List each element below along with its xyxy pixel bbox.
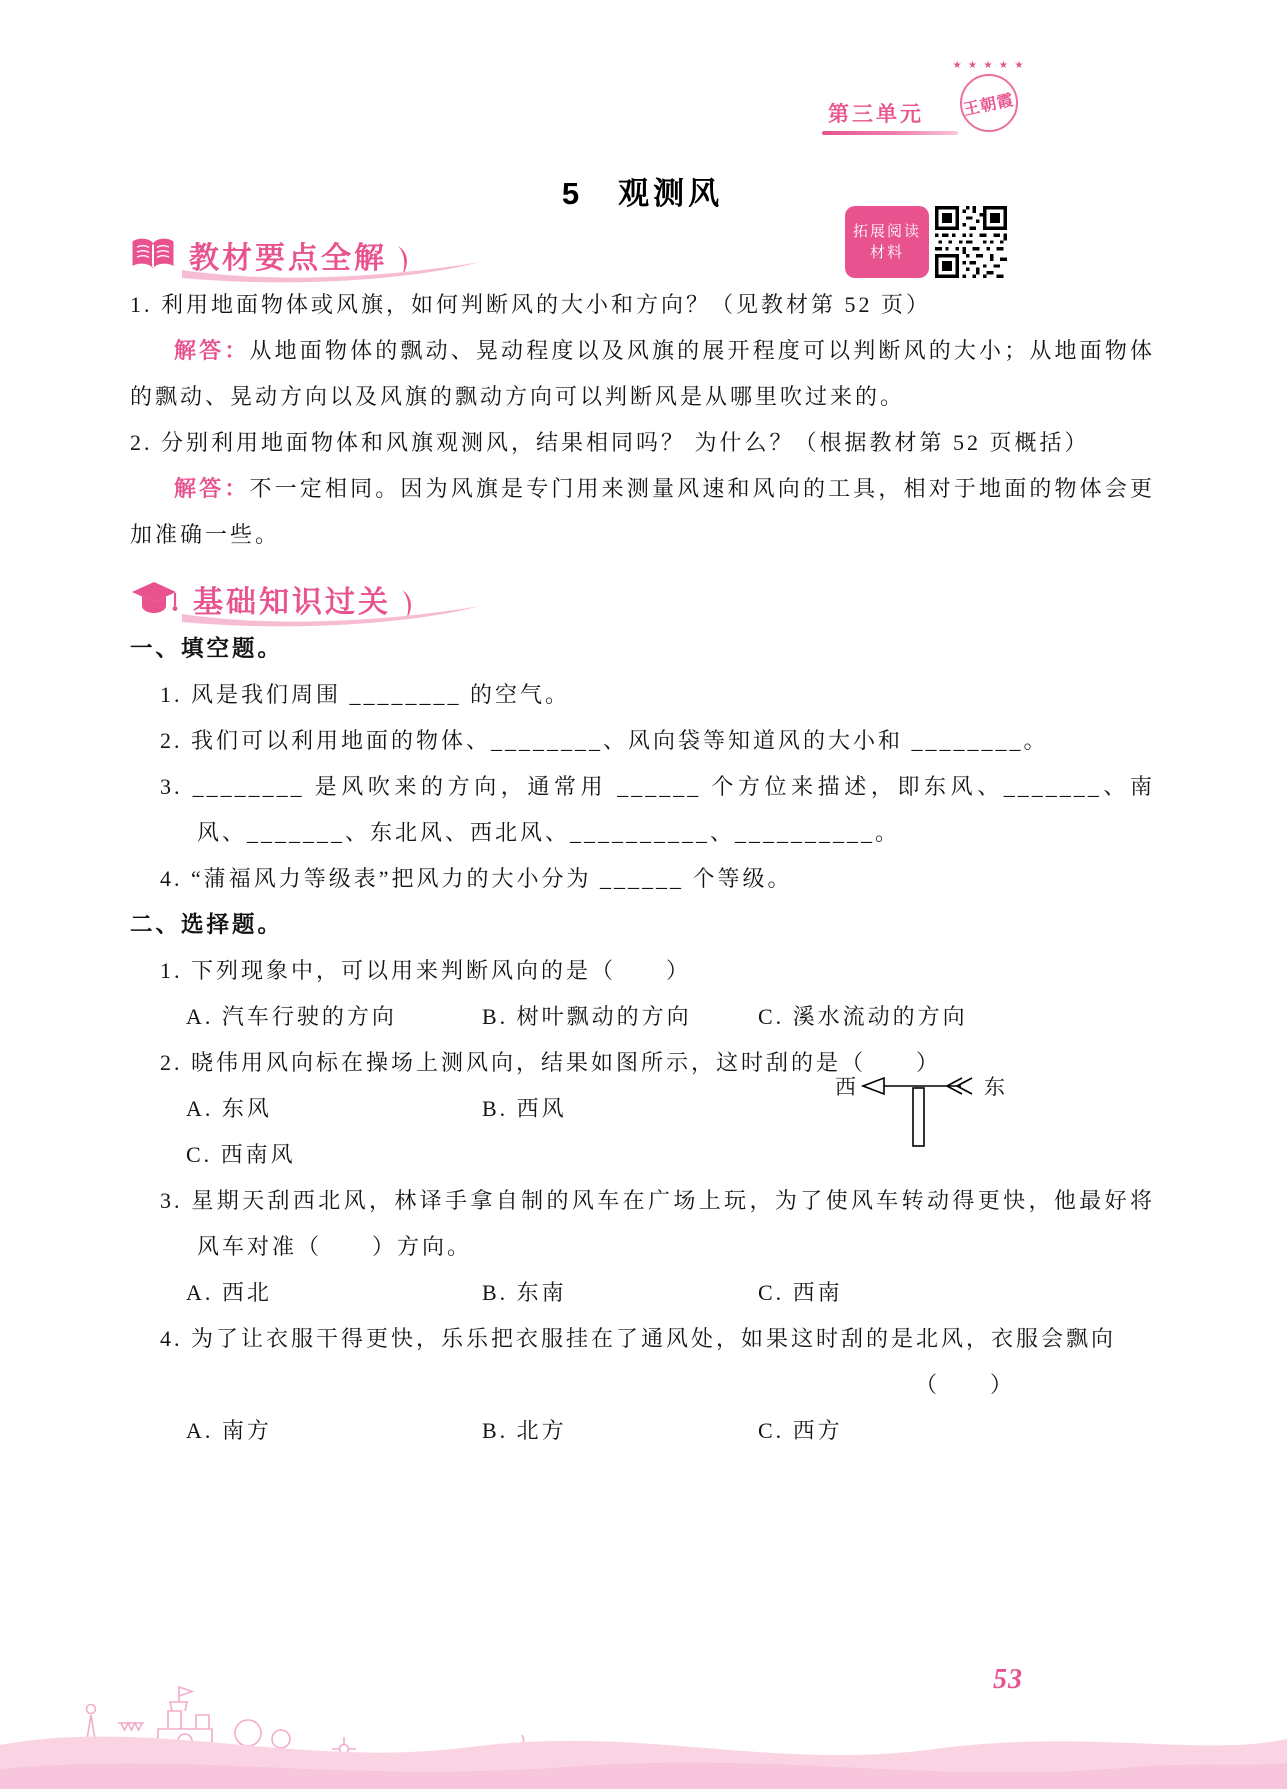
fill-item-1 xyxy=(160,672,1155,718)
options-row xyxy=(160,1086,1155,1132)
graduation-cap-icon xyxy=(130,579,180,619)
options-row xyxy=(160,1132,1155,1178)
answer-label-2: 解答： xyxy=(174,476,250,501)
brand-stamp xyxy=(946,60,1032,132)
fill-item-3 xyxy=(160,764,1155,856)
choice-question: 2. 晓伟用风向标在操场上测风向，结果如图所示，这时刮的是（ ） xyxy=(160,1050,942,1075)
answer-paren: （ ） xyxy=(914,1372,1015,1397)
open-book-icon xyxy=(130,236,176,274)
answer-label-1: 解答： xyxy=(174,338,250,363)
footer-decoration xyxy=(0,1659,1287,1789)
fill-item-text: 2. 我们可以利用地面的物体、________、风向袋等知道风的大小和 ________。 xyxy=(160,728,1049,753)
page-number: 53 xyxy=(993,1664,1023,1695)
fill-in-heading: 一、填空题。 xyxy=(130,636,284,661)
unit-label: 第三单元 xyxy=(828,103,924,126)
unit-underline xyxy=(822,131,958,135)
choice-question: 4. 为了让衣服干得更快，乐乐把衣服挂在了通风处，如果这时刮的是北风，衣服会飘向 xyxy=(160,1326,1117,1351)
option-c: C. 西南 xyxy=(758,1280,843,1305)
option-a: A. 南方 xyxy=(186,1418,272,1443)
fill-item-text: 4. “蒲福风力等级表”把风力的大小分为 ______ 个等级。 xyxy=(160,866,793,891)
fill-item-2 xyxy=(160,718,1155,764)
page-title: 5 观测风 xyxy=(561,176,724,211)
answer-text-1: 从地面物体的飘动、晃动程度以及风旗的展开程度可以判断风的大小；从地面物体的飘动、晃动方向以及风旗的飘动方向可以判断风是从哪里吹过来的。 xyxy=(130,338,1155,409)
stamp-stars-icon: ★ ★ ★ ★ ★ xyxy=(952,60,1026,71)
wind-vane-figure xyxy=(835,1074,1005,1150)
key-answer-2 xyxy=(130,466,1155,558)
option-a: A. 汽车行驶的方向 xyxy=(186,1004,397,1029)
option-a: A. 东风 xyxy=(186,1096,272,1121)
stamp-name: 王朝霞 xyxy=(962,91,1017,119)
option-c: C. 西方 xyxy=(758,1418,843,1443)
qr-label-line2: 材料 xyxy=(869,244,904,261)
unit-header xyxy=(822,98,958,135)
section-title: 基础知识过关 xyxy=(193,586,391,619)
option-b: B. 北方 xyxy=(482,1418,567,1443)
fill-item-4 xyxy=(160,856,1155,902)
section-basics-header xyxy=(130,572,1155,626)
wind-vane-icon xyxy=(861,1074,979,1150)
option-b: B. 东南 xyxy=(482,1280,567,1305)
qr-label-line1: 拓展阅读 xyxy=(852,223,921,240)
choice-item-2 xyxy=(160,1040,1155,1178)
key-answer-1 xyxy=(130,328,1155,420)
option-a: A. 西北 xyxy=(186,1280,272,1305)
choice-item-3 xyxy=(160,1178,1155,1316)
fill-item-text: 1. 风是我们周围 ________ 的空气。 xyxy=(160,682,571,707)
choice-question: 1. 下列现象中，可以用来判断风向的是（ ） xyxy=(160,958,692,983)
vane-east-label: 东 xyxy=(984,1075,1005,1099)
choice-item-4 xyxy=(160,1316,1155,1454)
options-row xyxy=(160,1408,1155,1454)
options-row xyxy=(160,1270,1155,1316)
key-question-2: 2. 分别利用地面物体和风旗观测风，结果相同吗？ 为什么？（根据教材第 52 页概括） xyxy=(130,430,1090,455)
section-title: 教材要点全解 xyxy=(189,242,387,275)
options-row xyxy=(160,994,1155,1040)
choice-heading: 二、选择题。 xyxy=(130,912,284,937)
fill-item-text: 3. ________ 是风吹来的方向，通常用 ______ 个方位来描述，即东风、_______、南风、_______、东北风、西北风、__________、__________。 xyxy=(160,774,1155,845)
answer-text-2: 不一定相同。因为风旗是专门用来测量风速和风向的工具，相对于地面的物体会更加准确一些。 xyxy=(130,476,1155,547)
choice-question: 3. 星期天刮西北风，林译手拿自制的风车在广场上玩，为了使风车转动得更快，他最好将风车对准（ ）方向。 xyxy=(160,1188,1155,1259)
main-content xyxy=(130,174,1155,1454)
vane-west-label: 西 xyxy=(835,1075,856,1099)
option-b: B. 树叶飘动的方向 xyxy=(482,1004,692,1029)
option-b: B. 西风 xyxy=(482,1096,567,1121)
key-question-1: 1. 利用地面物体或风旗，如何判断风的大小和方向？（见教材第 52 页） xyxy=(130,292,932,317)
choice-item-1 xyxy=(160,948,1155,1040)
option-c: C. 溪水流动的方向 xyxy=(758,1004,968,1029)
option-c: C. 西南风 xyxy=(186,1142,296,1167)
section-key-points-header xyxy=(130,228,1155,282)
stamp-circle xyxy=(960,74,1018,132)
